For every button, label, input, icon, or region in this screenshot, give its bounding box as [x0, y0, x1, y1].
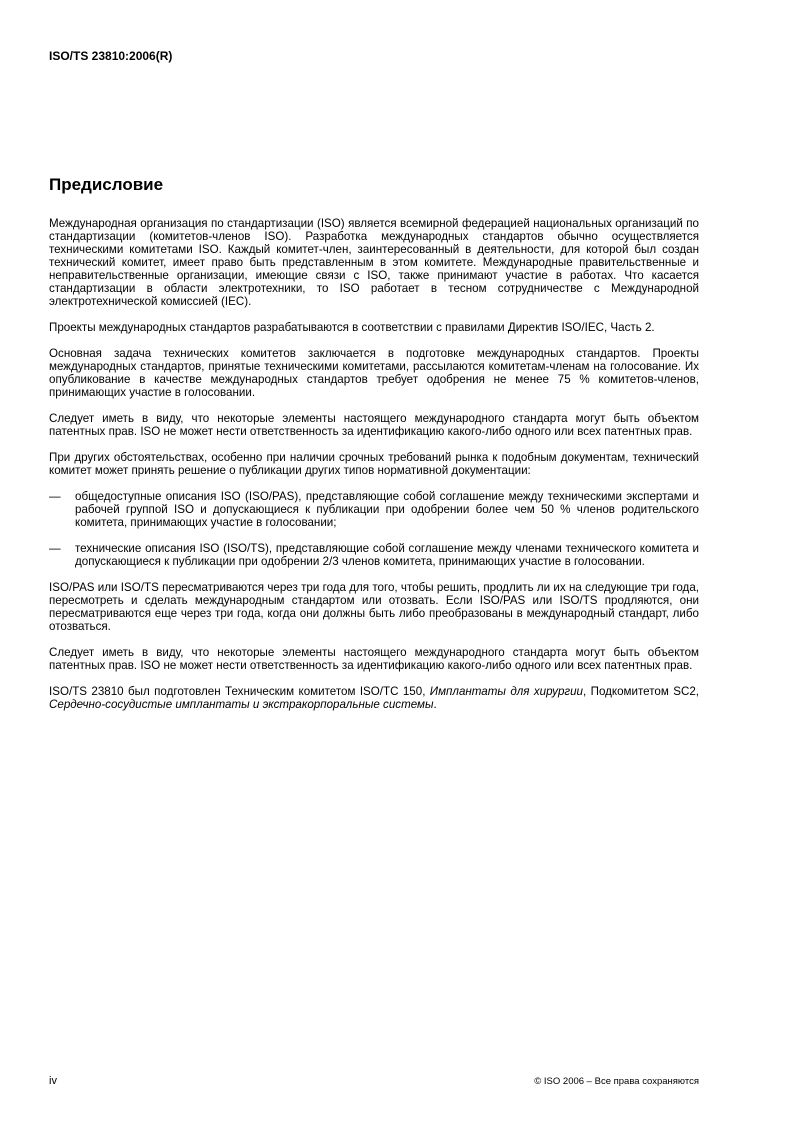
paragraph-other-documents: При других обстоятельствах, особенно при наличии срочных требований рынка к подобным документам, технический комитет может принять решение о публикации других типов нормативной документации: [49, 451, 699, 477]
tc-title: Имплантаты для хирургии [429, 685, 584, 698]
foreword-body [49, 217, 699, 724]
prepared-by-prefix: ISO/TS 23810 был подготовлен Техническим комитетом ISO/TC 150, [49, 685, 430, 698]
paragraph-prepared-by [49, 685, 699, 711]
page-title: Предисловие [49, 175, 164, 194]
list-dash: — [49, 490, 61, 503]
paragraph-committee-task: Основная задача технических комитетов заключается в подготовке международных стандартов. Проекты международных стандартов, принятые техническими комитетами, рассылаются комитетам-членам на голосование. Их опубликование в качестве международных стандартов требует одобрения не менее 75 % комитетов-членов, принимающих участие в голосовании. [49, 347, 699, 399]
paragraph-review: ISO/PAS или ISO/TS пересматриваются через три года для того, чтобы решить, продлить ли их на следующие три года, пересмотреть и сделать международным стандартом или отозвать. Если ISO/PAS или ISO/TS продляются, они пересматриваются еще через три года, когда они должны быть либо преобразованы в международный стандарт, либо отозваться. [49, 581, 699, 633]
paragraph-patent-notice: Следует иметь в виду, что некоторые элементы настоящего международного стандарта могут быть объектом патентных прав. ISO не может нести ответственность за идентификацию какого-либо одного или всех патентных прав. [49, 412, 699, 438]
list-item-pas [49, 490, 699, 529]
list-item-text: технические описания ISO (ISO/TS), представляющие собой соглашение между членами технического комитета и допускающиеся к публикации при одобрении 2/3 членов комитета, принимающих участие в голосовании. [75, 542, 699, 568]
prepared-by-mid: , Подкомитетом SC2, [583, 685, 699, 698]
copyright-notice: © ISO 2006 – Все права сохраняются [534, 1076, 699, 1087]
paragraph-iso-intro: Международная организация по стандартизации (ISO) является всемирной федерацией национальных организаций по стандартизации (комитетов-членов ISO). Разработка международных стандартов обычно осуществляется техническими комитетами ISO. Каждый комитет-член, заинтересованный в деятельности, для которой был создан технический комитет, имеет право быть представленным в этом комитете. Международные правительственные и неправительственные организации, имеющие связи с ISO, также принимают участие в работах. Что касается стандартизации в области электротехники, то ISO работает в тесном сотрудничестве с Международной электротехнической комиссией (IEC). [49, 217, 699, 308]
document-id-header: ISO/TS 23810:2006(R) [49, 49, 173, 63]
paragraph-directives: Проекты международных стандартов разрабатываются в соответствии с правилами Директив ISO/IEC, Часть 2. [49, 321, 655, 334]
list-dash: — [49, 542, 61, 555]
list-item-ts [49, 542, 699, 568]
sc-title: Сердечно-сосудистые имплантаты и экстракорпоральные системы [49, 698, 434, 711]
list-item-text: общедоступные описания ISO (ISO/PAS), представляющие собой соглашение между техническими экспертами и рабочей группой ISO и допускающиеся к публикации при одобрении более чем 50 % членов родительского комитета, принимающих участие в голосовании; [75, 490, 699, 529]
page-number: iv [49, 1075, 57, 1087]
prepared-by-end: . [433, 698, 437, 711]
paragraph-patent-notice-2: Следует иметь в виду, что некоторые элементы настоящего международного стандарта могут быть объектом патентных прав. ISO не может нести ответственность за идентификацию какого-либо одного или всех патентных прав. [49, 646, 699, 672]
